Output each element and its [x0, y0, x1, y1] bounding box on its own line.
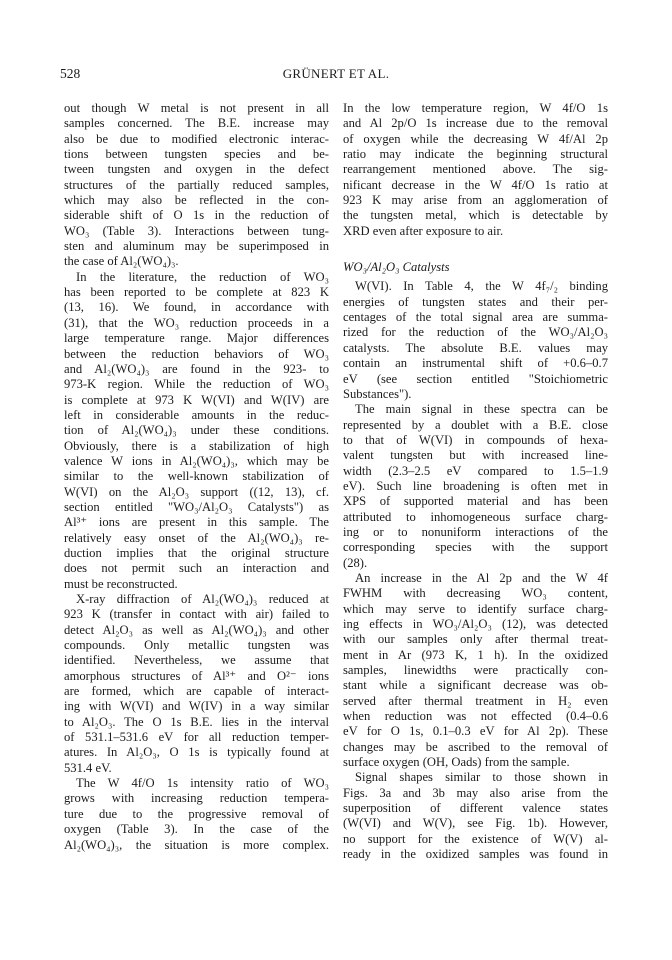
text-line: W(VI). In Table 4, the W 4f₇/₂ binding — [355, 279, 608, 294]
right-column — [343, 101, 608, 863]
text-line: of 531.1–531.6 eV for all reduction temper- — [64, 730, 329, 745]
text-line: (W(VI) and W(V), see Fig. 1b). However, — [343, 816, 608, 831]
text-line: surface oxygen (OH, Oads) from the sample. — [343, 755, 570, 770]
text-line: to Al₂O₃. The O 1s B.E. lies in the interval — [64, 714, 329, 729]
text-line: Al₂(WO₄)₃, the situation is more complex. — [64, 837, 329, 852]
text-line: identified. Nevertheless, we assume that — [64, 653, 329, 668]
text-line: tion of Al₂(WO₄)₃ under these conditions. — [64, 423, 329, 438]
text-line: ture due to the progressive removal of — [64, 806, 329, 821]
text-line: amorphous structures of Al³⁺ and O²⁻ ions — [64, 668, 329, 683]
text-line: when reduction was not effected (0.4–0.6 — [343, 709, 608, 724]
text-line: duction implies that the original structure — [64, 545, 329, 560]
text-line: 923 K (transfer in contact with air) failed to — [64, 607, 329, 622]
text-line: An increase in the Al 2p and the W 4f — [355, 570, 608, 585]
text-line: nificant decrease in the W 4f/O 1s ratio at — [343, 177, 608, 192]
text-line: grows with increasing reduction tempera- — [64, 791, 329, 806]
text-line: no support for the existence of W(V) al- — [343, 831, 608, 846]
text-line: ment in Ar (973 K, 1 h). In the oxidized — [343, 647, 608, 662]
running-head — [60, 66, 612, 86]
text-line: which may serve to identify surface charg- — [343, 601, 608, 616]
text-line: catalysts. The absolute B.E. values may — [343, 340, 608, 355]
text-line: ing or to nonuniform interactions of the — [343, 524, 608, 539]
text-line: structures of the partially reduced samples, — [64, 177, 329, 192]
text-line: is complete at 973 K W(VI) and W(IV) are — [64, 392, 329, 407]
text-line: does not permit such an interaction and — [64, 561, 329, 576]
text-line: ratio may indicate the beginning structural — [343, 147, 608, 162]
text-line: valence W ions in Al₂(WO₄)₃, which may be — [64, 453, 329, 468]
text-line: WO₃ (Table 3). Interactions between tung- — [64, 223, 329, 238]
text-line: XRD even after exposure to air. — [343, 223, 504, 238]
text-line: are formed, which are capable of interact- — [64, 684, 329, 699]
text-line: Substances"). — [343, 386, 412, 401]
text-line: oxygen (Table 3). In the case of the — [64, 822, 329, 837]
text-line: atures. In Al₂O₃, O 1s is typically found at — [64, 745, 329, 760]
spacer — [343, 239, 608, 260]
text-line: width (2.3–2.5 eV compared to 1.5–1.9 — [343, 463, 608, 478]
text-line: W(VI) on the Al₂O₃ support ((12, 13), cf. — [64, 484, 329, 499]
text-line: In the literature, the reduction of WO₃ — [76, 269, 329, 284]
text-line: which may also be reflected in the con- — [64, 193, 329, 208]
text-line: sten and aluminum may be superimposed in — [64, 239, 329, 254]
text-line: eV). Such line broadening is often met in — [343, 478, 608, 493]
text-line: eV (see section entitled "Stoichiometric — [343, 371, 608, 386]
text-line: energies of tungsten states and their per- — [343, 294, 608, 309]
text-line: samples, linewidths were practically con- — [343, 663, 608, 678]
text-line: In the low temperature region, W 4f/O 1s — [343, 101, 608, 115]
text-line: and Al₂(WO₄)₃ are found in the 923- to — [64, 361, 329, 376]
text-line: represented by a doublet with a B.E. close — [343, 417, 608, 432]
text-line: large temperature range. Major differences — [64, 331, 329, 346]
text-line: (28). — [343, 555, 368, 570]
text-line: tween tungsten and oxygen in the defect — [64, 162, 329, 177]
text-line: between the reduction behaviors of WO₃ — [64, 346, 329, 361]
text-line: Signal shapes similar to those shown in — [355, 770, 608, 785]
text-line: left in considerable amounts in the reduc- — [64, 407, 329, 422]
text-line: siderable shift of O 1s in the reduction of — [64, 208, 329, 223]
text-line: the tungsten metal, which is detectable by — [343, 208, 608, 223]
text-line: stant while a significant decrease was ob- — [343, 678, 608, 693]
text-line: Obviously, there is a stabilization of high — [64, 438, 329, 453]
text-line: X-ray diffraction of Al₂(WO₄)₃ reduced at — [76, 592, 329, 606]
text-line: out though W metal is not present in all — [64, 101, 329, 115]
text-line: tions between tungsten species and be- — [64, 147, 329, 162]
text-line: corresponding species with the support — [343, 540, 608, 555]
text-line: centages of the total signal area are summa- — [343, 310, 608, 325]
text-line: (31), that the WO₃ reduction proceeds in a — [64, 315, 329, 330]
text-line: ready in the oxidized samples was found in — [343, 847, 608, 862]
text-line: to that of W(VI) in compounds of hexa- — [343, 432, 608, 447]
text-line: served after thermal treatment in H₂ even — [343, 693, 608, 708]
text-line: relatively easy onset of the Al₂(WO₄)₃ re- — [64, 530, 329, 545]
text-line: with our samples only after thermal treat- — [343, 632, 608, 647]
page-number: 528 — [60, 66, 81, 81]
text-line: 923 K may arise from an agglomeration of — [343, 193, 608, 208]
text-line: also be due to modified electronic interac- — [64, 131, 329, 146]
text-line: XPS of supported material and has been — [343, 494, 608, 509]
text-line: valent tungsten but with increased line- — [343, 448, 608, 463]
text-line: The W 4f/O 1s intensity ratio of WO₃ — [76, 776, 329, 791]
text-line: rized for the reduction of the WO₃/Al₂O₃ — [343, 325, 608, 340]
text-line: detect Al₂O₃ as well as Al₂(WO₄)₃ and other — [64, 622, 329, 637]
text-line: contain an instrumental shift of +0.6–0.7 — [343, 356, 608, 371]
text-line: eV for O 1s, 0.1–0.3 eV for Al 2p). These — [343, 724, 608, 739]
text-line: of oxygen while the decreasing W 4f/Al 2p — [343, 131, 608, 146]
text-line: rearrangement mentioned above. The sig- — [343, 162, 608, 177]
text-line: (13, 16). We found, in accordance with — [64, 300, 329, 315]
text-line: superposition of different valence states — [343, 801, 608, 816]
text-line: has been reported to be complete at 823 K — [64, 285, 329, 300]
text-line: ing with W(VI) and W(IV) in a way similar — [64, 699, 329, 714]
text-line: the case of Al₂(WO₄)₃. — [64, 254, 179, 269]
text-line: must be reconstructed. — [64, 576, 178, 591]
text-line: and Al 2p/O 1s increase due to the removal — [343, 116, 608, 131]
text-line: changes may be ascribed to the removal of — [343, 739, 608, 754]
left-column — [64, 101, 329, 853]
text-line: samples concerned. The B.E. increase may — [64, 116, 329, 131]
text-line: Al³⁺ ions are present in this sample. The — [64, 515, 329, 530]
text-line: attributed to inhomogeneous surface charg- — [343, 509, 608, 524]
text-line: The main signal in these spectra can be — [355, 402, 608, 417]
text-line: section entitled "WO₃/Al₂O₃ Catalysts") as — [64, 499, 329, 514]
text-line: compounds. Only metallic tungsten was — [64, 638, 329, 653]
text-line: ing effects in WO₃/Al₂O₃ (12), was detected — [343, 617, 608, 631]
text-line: 531.4 eV. — [64, 760, 112, 775]
running-title: GRÜNERT ET AL. — [282, 66, 390, 81]
text-line: 973-K region. While the reduction of WO₃ — [64, 377, 329, 392]
text-line: Figs. 3a and 3b may also arise from the — [343, 785, 608, 800]
text-line: similar to the well-known stabilization of — [64, 469, 329, 484]
text-line: FWHM with decreasing WO₃ content, — [343, 586, 608, 601]
section-heading: WO₃/Al₂O₃ Catalysts — [343, 260, 450, 275]
